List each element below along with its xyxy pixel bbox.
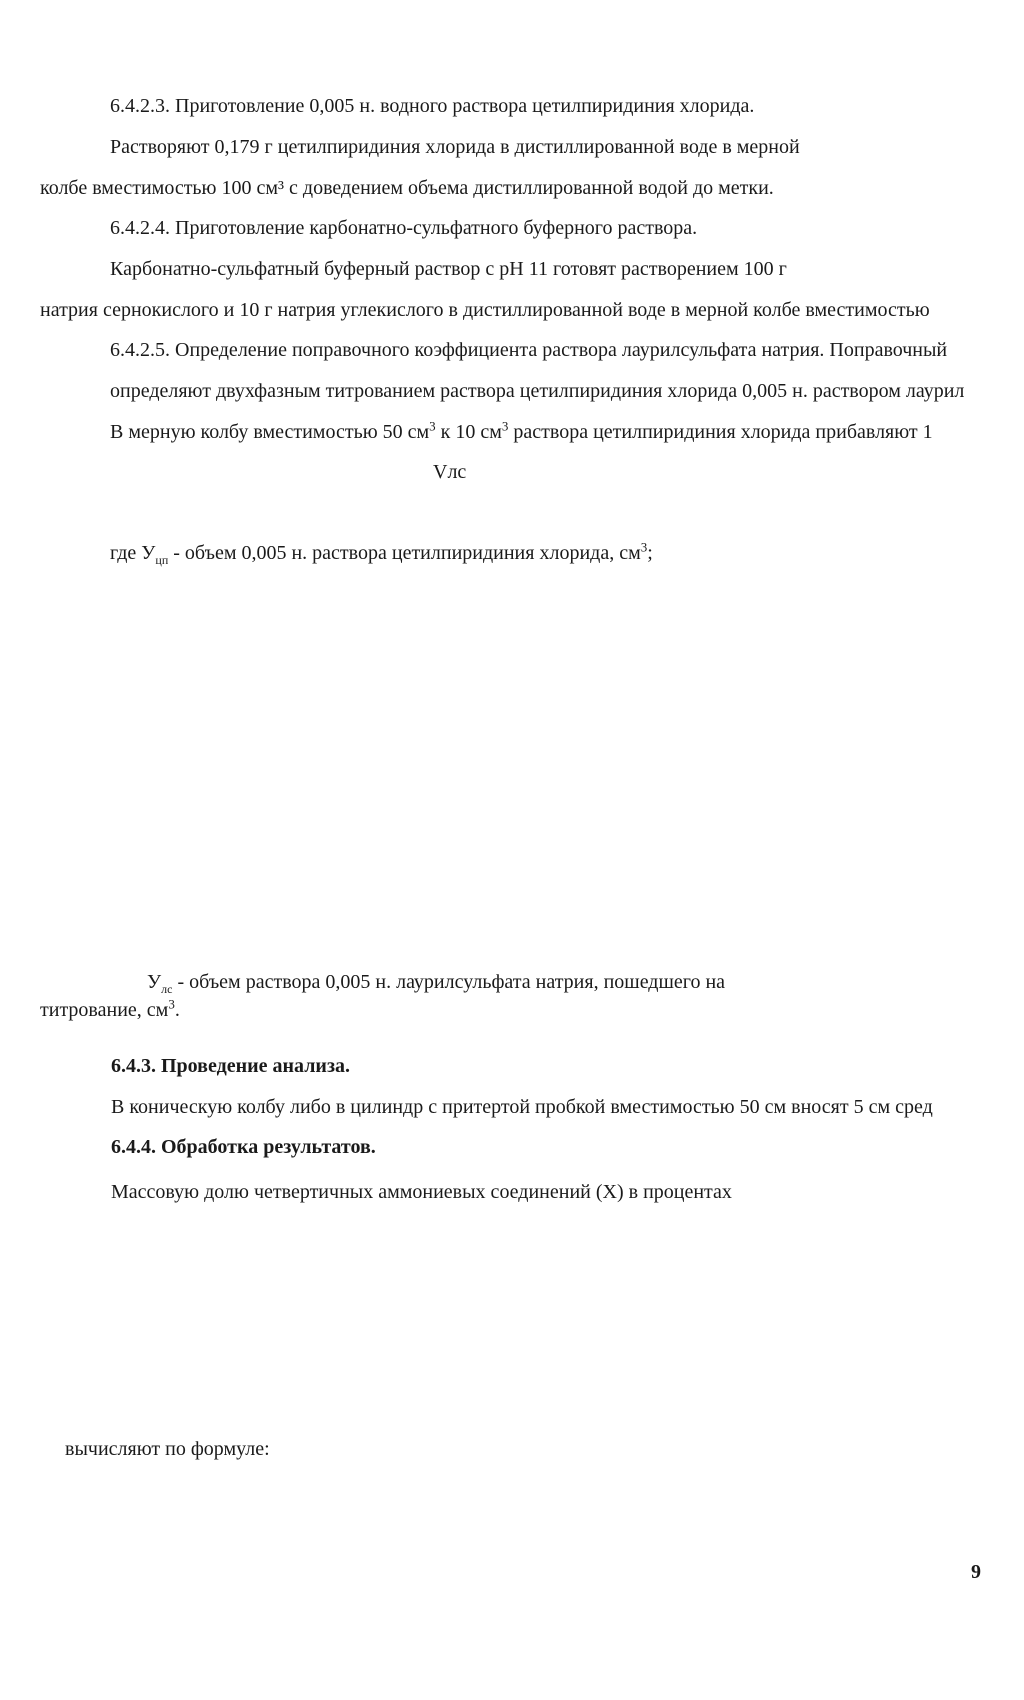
section-6-4-4-heading: 6.4.4. Обработка результатов. [111,1136,376,1158]
paragraph-line: вычисляют по формуле: [65,1438,270,1460]
paragraph-line: определяют двухфазным титрованием раствора цетилпиридиния хлорида 0,005 н. раствором лаурил [110,380,965,402]
section-6-4-2-4-heading: 6.4.2.4. Приготовление карбонатно-сульфатного буферного раствора. [110,217,698,239]
paragraph-line: натрия сернокислого и 10 г натрия углекислого в дистиллированной воде в мерной колбе вместимостью [40,299,930,321]
formula-legend-line: титрование, $см^3$. [40,996,180,1021]
section-6-4-3-heading: 6.4.3. Проведение анализа. [111,1055,350,1077]
formula-denominator: Vлс [433,461,467,483]
paragraph-line: Растворяют 0,179 г цетилпиридиния хлорида в дистиллированной воде в мерной [110,136,800,158]
section-6-4-2-3-heading: 6.4.2.3. Приготовление 0,005 н. водного раствора цетилпиридиния хлорида. [110,95,755,117]
paragraph-line: Массовую долю четвертичных аммониевых соединений (X) в процентах [111,1181,732,1203]
paragraph-line: В мерную колбу вместимостью 50 $см^3$ к 10 $см^3$ раствора цетилпиридиния хлорида прибавляют 1 [110,418,933,443]
formula-legend-line: где $У_{цп}$ - объем 0,005 н. раствора цетилпиридиния хлорида, $см^3$; [110,539,653,567]
section-6-4-2-5-heading: 6.4.2.5. Определение поправочного коэффициента раствора лаурилсульфата натрия. Поправочный [110,339,948,361]
paragraph-line: Карбонатно-сульфатный буферный раствор с рН 11 готовят растворением 100 г [110,258,787,280]
page-number: 9 [971,1561,981,1583]
paragraph-line: В коническую колбу либо в цилиндр с притертой пробкой вместимостью 50 см вносят 5 см сред [111,1096,933,1118]
paragraph-line: колбе вместимостью 100 см³ с доведением объема дистиллированной водой до метки. [40,177,774,199]
formula-legend-line: $У_{лс}$ - объем раствора 0,005 н. лаурилсульфата натрия, пошедшего на [147,971,726,996]
